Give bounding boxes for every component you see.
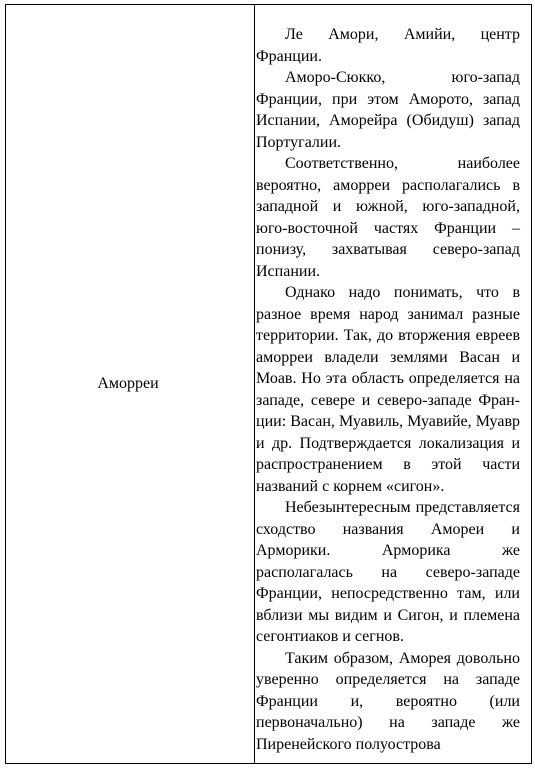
paragraph-1: Ле Амори, Амийи, центр Франции.	[256, 26, 520, 65]
paragraph-3: Соответственно, наиболее вероятно, аморреи располагались в западной и южной, юго-западной, юго-восточной частях Франции – понизу, захватывая северо-запад Испании.	[256, 155, 520, 280]
paragraph-6: Таким образом, Аморея довольно уверенно определяется на западе Франции и, вероятно (или первоначально) на западе же Пиренейского полуострова	[256, 649, 520, 753]
paragraph-5: Небезынтересным представляется сходство названия Амореи и Арморики. Арморика же располагалась на северо-западе Франции, непосредственно там, или вблизи мы видим и Сигон, и племена сегонтиаков и сегнов.	[256, 499, 520, 645]
column-divider	[254, 5, 255, 763]
paragraph-2: Аморо-Сюкко, юго-запад Франции, при этом Аморото, запад Испании, Аморейра (Обидуш) запад Португалии.	[256, 69, 520, 151]
description-cell	[256, 24, 520, 755]
paragraph-4: Однако надо понимать, что в разное время народ занимал разные территории. Так, до вторжения евреев аморреи владели землями Васан и Моав. Но эта область определяется на западе, севере и северо-западе Франции: Васан, Муавиль, Муавийе, Муавр и др. Подтверждается локализация и распространением в этой части названий с корнем «сигон».	[256, 284, 520, 495]
term-cell	[6, 5, 254, 763]
term-label: Аморреи	[97, 375, 159, 392]
